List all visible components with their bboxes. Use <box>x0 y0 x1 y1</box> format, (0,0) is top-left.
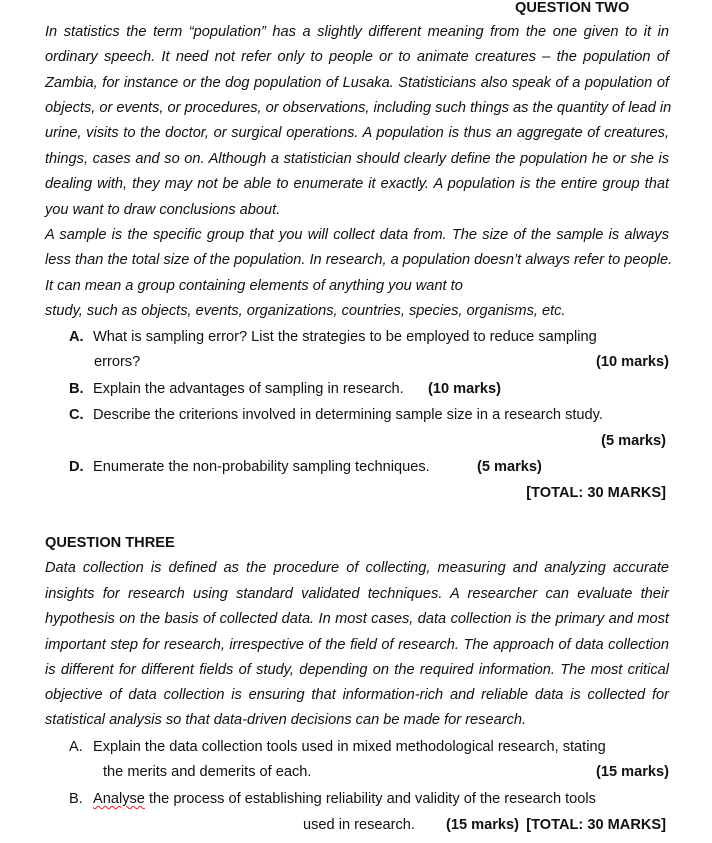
q3-item-a-letter: A. <box>69 739 83 755</box>
question-two-heading: QUESTION TWO <box>515 0 630 16</box>
q3-para-line: is different for different fields of study, depending on the required information. The most critical <box>45 662 669 678</box>
q3-item-b-text-rest: the process of establishing reliability and validity of the research tools <box>144 791 596 807</box>
q3-item-b-text <box>93 791 596 807</box>
q2-total: [TOTAL: 30 MARKS] <box>526 485 666 501</box>
q2-item-a-marks: (10 marks) <box>595 354 669 370</box>
q2-item-d-marks: (5 marks) <box>477 459 542 475</box>
q3-item-b-marks: (15 marks) <box>446 817 520 833</box>
q2-item-a-text-cont: errors? <box>94 354 141 370</box>
q3-para-line: objective of data collection is ensuring that information-rich and reliable data is collected for <box>45 687 669 703</box>
q2-para2-line: study, such as objects, events, organizations, countries, species, organisms, etc. <box>45 303 566 319</box>
q3-item-a-marks: (15 marks) <box>595 764 669 780</box>
q2-item-c-letter: C. <box>69 407 84 423</box>
q2-para2-line: A sample is the specific group that you will collect data from. The size of the sample is always <box>45 227 669 243</box>
q2-para1-line: things, cases and so on. Although a statistician should clearly define the population he or she is <box>45 151 669 167</box>
q2-item-b-text: Explain the advantages of sampling in research. <box>93 381 404 397</box>
question-three-heading: QUESTION THREE <box>45 535 175 551</box>
q3-total: [TOTAL: 30 MARKS] <box>526 817 666 833</box>
q3-item-b-text-cont: used in research. <box>303 817 415 833</box>
q3-para-line: statistical analysis so that data-driven decisions can be made for research. <box>45 712 527 728</box>
spellcheck-word: Analyse <box>93 791 145 807</box>
q2-para1-line: In statistics the term “population” has a slightly different meaning from the one given to it in <box>45 24 669 40</box>
q2-item-d-letter: D. <box>69 459 84 475</box>
q2-para1-line: Zambia, for instance or the dog population of Lusaka. Statisticians also speak of a population of <box>45 75 669 91</box>
q2-para1-line: dealing with, they may not be able to enumerate it exactly. A population is the entire group that <box>45 176 669 192</box>
q2-para1-line: objects, or events, or procedures, or observations, including such things as the quantity of lead in <box>45 100 672 116</box>
q2-item-c-marks: (5 marks) <box>601 433 666 449</box>
q3-para-line: important step for research, irrespective of the field of research. The approach of data collection <box>45 637 669 653</box>
q3-para-line: insights for research using standard validated techniques. A researcher can evaluate their <box>45 586 669 602</box>
q2-para2-line: less than the total size of the population. In research, a population doesn’t always refer to people. <box>45 252 673 268</box>
q2-item-b-marks: (10 marks) <box>428 381 502 397</box>
q3-para-line: hypothesis on the basis of collected data. In most cases, data collection is the primary and most <box>45 611 669 627</box>
q2-item-c-text: Describe the criterions involved in determining sample size in a research study. <box>93 407 603 423</box>
q2-item-b-letter: B. <box>69 381 84 397</box>
q2-item-a-text: What is sampling error? List the strategies to be employed to reduce sampling <box>93 329 597 345</box>
q2-para1-line: you want to draw conclusions about. <box>45 202 281 218</box>
q3-item-b-letter: B. <box>69 791 83 807</box>
q3-para-line: Data collection is defined as the procedure of collecting, measuring and analyzing accurate <box>45 560 669 576</box>
q3-item-a-text-cont: the merits and demerits of each. <box>103 764 312 780</box>
q2-para1-line: ordinary speech. It need not refer only to people or to animate creatures – the population of <box>45 49 669 65</box>
q2-para2-line: It can mean a group containing elements of anything you want to <box>45 278 463 294</box>
q2-item-a-letter: A. <box>69 329 84 345</box>
q2-item-d-text: Enumerate the non-probability sampling techniques. <box>93 459 430 475</box>
q2-para1-line: urine, visits to the doctor, or surgical operations. A population is thus an aggregate of creatures, <box>45 125 669 141</box>
q3-item-a-text: Explain the data collection tools used in mixed methodological research, stating <box>93 739 606 755</box>
